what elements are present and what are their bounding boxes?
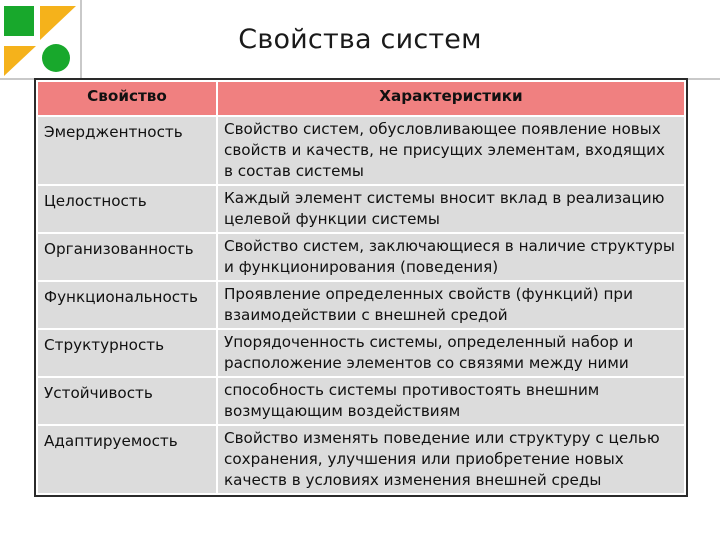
property-cell: Эмерджентность [37, 116, 217, 185]
table-row [37, 116, 685, 185]
property-cell: Адаптируемость [37, 425, 217, 494]
page-title: Свойства систем [238, 24, 482, 55]
description-cell: Упорядоченность системы, определенный набор и расположение элементов со связями между ними [217, 329, 685, 377]
property-cell: Организованность [37, 233, 217, 281]
table-row [37, 425, 685, 494]
property-cell: Устойчивость [37, 377, 217, 425]
property-cell: Функциональность [37, 281, 217, 329]
header-characteristics: Характеристики [217, 81, 685, 116]
description-cell: Свойство систем, заключающиеся в наличие структуры и функционирования (поведения) [217, 233, 685, 281]
header-property: Свойство [37, 81, 217, 116]
table-row [37, 233, 685, 281]
table-row [37, 329, 685, 377]
property-cell: Структурность [37, 329, 217, 377]
table-row [37, 377, 685, 425]
description-cell: способность системы противостоять внешним возмущающим воздействиям [217, 377, 685, 425]
table-row [37, 185, 685, 233]
properties-table [36, 80, 686, 495]
description-cell: Свойство изменять поведение или структуру с целью сохранения, улучшения или приобретение новых качеств в условиях изменения внешней среды [217, 425, 685, 494]
description-cell: Каждый элемент системы вносит вклад в реализацию целевой функции системы [217, 185, 685, 233]
table-row [37, 281, 685, 329]
description-cell: Свойство систем, обусловливающее появление новых свойств и качеств, не присущих элементам, входящих в состав системы [217, 116, 685, 185]
property-cell: Целостность [37, 185, 217, 233]
description-cell: Проявление определенных свойств (функций) при взаимодействии с внешней средой [217, 281, 685, 329]
table-header-row [37, 81, 685, 116]
